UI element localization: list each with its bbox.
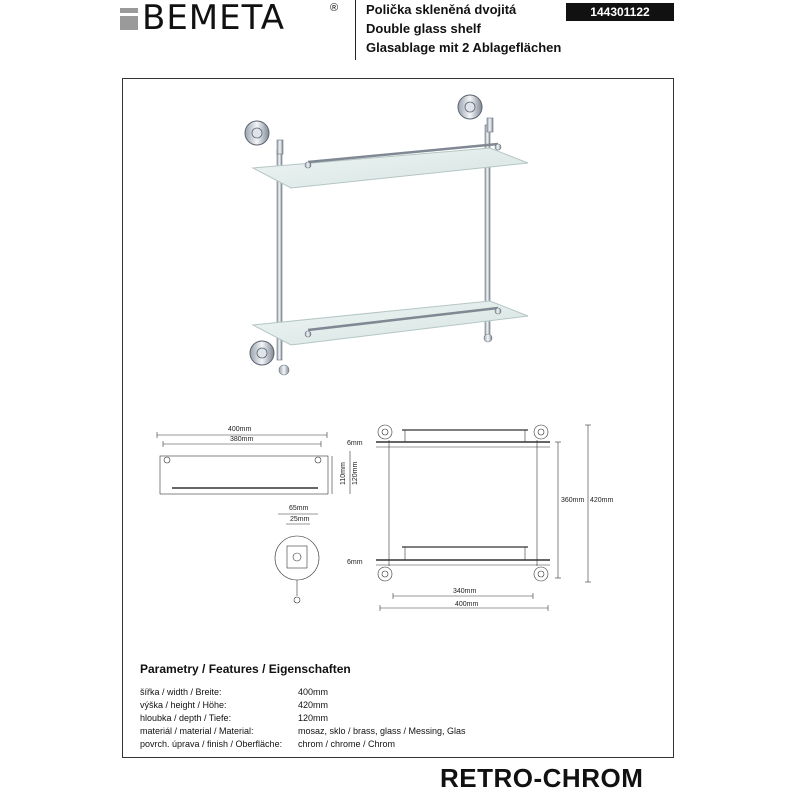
param-row <box>140 712 498 725</box>
param-value: chrom / chrome / Chrom <box>298 739 396 749</box>
param-row <box>140 725 498 738</box>
dim-depth-inner: 120mm <box>352 461 359 485</box>
dim-front-width-outer: 400mm <box>455 601 479 608</box>
collection-name: RETRO-CHROM <box>440 763 644 793</box>
param-row <box>140 686 498 699</box>
dim-base-diameter: 65mm <box>289 505 309 512</box>
registered-mark: ® <box>330 2 339 14</box>
param-label: povrch. úprava / finish / Oberfläche: <box>140 739 283 749</box>
dim-top-width-outer: 400mm <box>228 426 252 433</box>
front-view-drawing <box>376 425 591 611</box>
param-row <box>140 699 498 712</box>
product-code: 144301122 <box>566 3 674 21</box>
params-heading: Parametry / Features / Eigenschaften <box>140 662 351 676</box>
params-table <box>140 686 498 751</box>
dim-glass-gap-bottom: 6mm <box>347 559 363 566</box>
param-label: materiál / material / Material: <box>140 726 254 736</box>
param-value: 120mm <box>298 713 329 723</box>
product-title-cs: Polička skleněná dvojitá <box>366 2 517 17</box>
dim-base-inner: 25mm <box>290 516 310 523</box>
dim-front-height-inner: 360mm <box>561 497 585 504</box>
dim-front-width-inner: 340mm <box>453 588 477 595</box>
param-label: šířka / width / Breite: <box>140 687 222 697</box>
dim-glass-gap-top: 6mm <box>347 440 363 447</box>
top-view-drawing <box>157 432 350 494</box>
param-value: 420mm <box>298 700 329 710</box>
dim-depth-outer: 110mm <box>340 462 347 485</box>
dim-top-width-inner: 380mm <box>230 436 254 443</box>
base-drawing <box>275 514 319 603</box>
product-title-en: Double glass shelf <box>366 21 481 36</box>
param-label: hloubka / depth / Tiefe: <box>140 713 232 723</box>
product-title-de: Glasablage mit 2 Ablageflächen <box>366 40 562 55</box>
param-value: 400mm <box>298 687 329 697</box>
param-value: mosaz, sklo / brass, glass / Messing, Glas <box>298 726 466 736</box>
product-photo <box>245 95 528 375</box>
dim-front-height-outer: 420mm <box>590 497 614 504</box>
brand-name: BEMETA <box>142 0 286 38</box>
param-label: výška / height / Höhe: <box>140 700 227 710</box>
param-row <box>140 738 498 751</box>
